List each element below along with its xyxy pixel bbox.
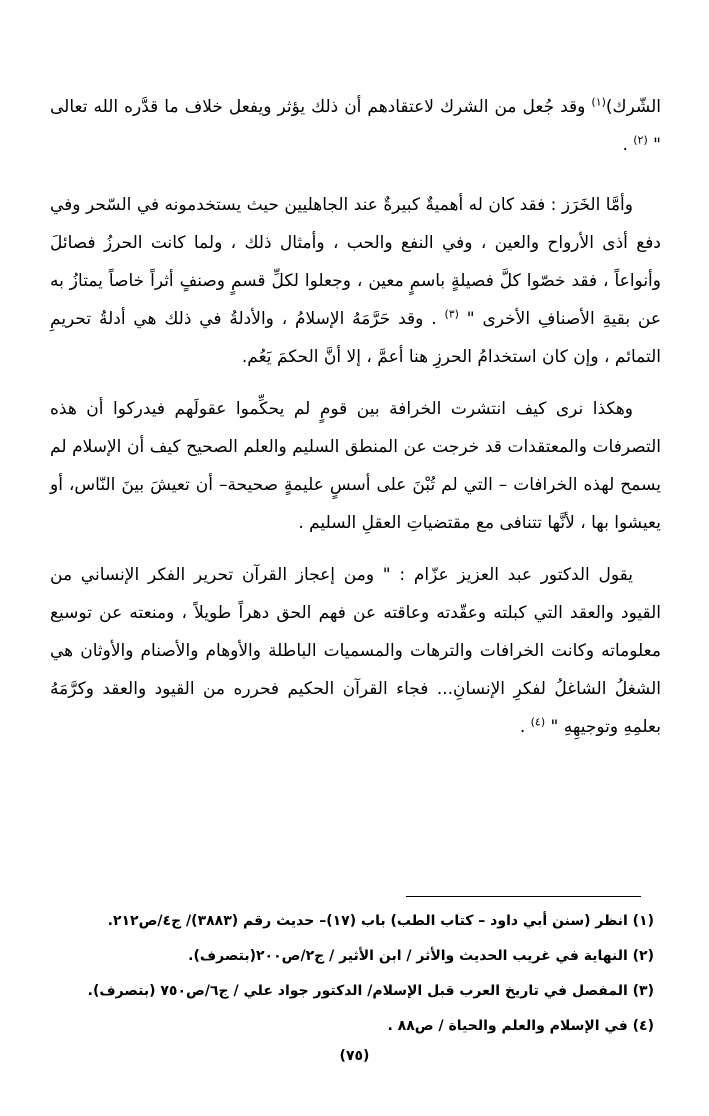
paragraph-4 [50,556,661,746]
footnote-ref-2: (٢) [633,133,648,147]
page-number: (٧٥) [339,1048,370,1064]
paragraph-1-text-a: الشّرك) [605,97,661,117]
paragraph-3-text: وهكذا نرى كيف انتشرت الخرافة بين قومٍ لم يحكِّموا عقولَهم فيدركوا أن هذه التصرفات والمعتقدات قد خرجت عن المنطق السليم والعلم الصحيح كيف أن الإسلام لم يسمح لهذه الخرافات – التي لم تُبْنَ على أسسٍ عليمةٍ صحيحة– أن تعيشَ بينَ النّاس، أو يعيشوا بها ، لأنَّها تتنافى مع مقتضياتِ العقلِ السليم . [50,399,661,533]
footnote-ref-1: (١) [591,95,606,109]
paragraph-4-tail: . [519,717,531,737]
footnote-4: (٤) في الإسلام والعلم والحياة / ص٨٨ . [387,1018,654,1034]
paragraph-1 [50,88,661,164]
footnotes [50,904,654,1044]
footnote-ref-4: (٤) [530,715,546,729]
main-text [50,88,661,760]
footnote-ref-3: (٣) [444,307,459,321]
paragraph-2-text: وأمَّا الخَرَز : فقد كان له أهميةٌ كبيرةٌ عند الجاهليين حيث يستخدمونه في السّحر وفي دفع أذى الأرواح والعين ، وفي النفع والحب ، وأمثال ذلك ، ولما كانت الحرزُ فصائلَ وأنواعاً ، فقد خصّوا كلَّ فصيلةٍ باسمٍ معين ، وجعلوا لكلِّ قسمٍ وصنفٍ أثراً خاصاً يمتازُ به عن بقيةِ الأصنافِ الأخرى " [50,195,661,329]
paragraph-2-tail: . وقد حَرَّمَهُ الإسلامُ ، والأدلةُ في ذلك هي أدلةُ تحريمِ التمائم ، وإن كان استخدامُ الحرزِ هنا أعمَّ ، إلا أنَّ الحكمَ يَعُم. [50,309,661,367]
paragraph-4-text: يقول الدكتور عبد العزيز عزّام : " ومن إعجاز القرآن تحرير الفكر الإنساني من القيود والعقد التي كبلته وعقّدته وعاقته عن فهم الحق دهراً طويلاً ، ومنعته عن توسيع معلوماته وكانت الخرافات والترهات والمسميات الباطلة والأوهام والأصنام والأوثان هي الشغلُ الشاغلُ لفكرِ الإنسانِ... فجاء القرآن الحكيم فحرره من القيود والعقد وكرَّمَهُ بعلمِهِ وتوجيهِهِ " [50,565,661,737]
paragraph-3 [50,390,661,542]
footnote-1: (١) انظر (سنن أبي داود – كتاب الطب) باب (١٧)– حديث رقم (٣٨٨٣)/ ج٤/ص٢١٢. [107,913,654,929]
footnote-3: (٣) المفصل في تاريخ العرب قبل الإسلام/ الدكتور جواد علي / ج٦/ص٧٥٠ (بتصرف). [87,983,654,999]
paragraph-1-text-c: . [622,135,634,155]
footnote-divider [406,896,641,897]
paragraph-1-text-b: وقد جُعل من الشرك لاعتقادهم أن ذلك يؤثر ويفعل خلاف ما قدَّره الله تعالى " [50,97,661,155]
paragraph-2 [50,186,661,376]
footnote-2: (٢) النهاية في غريب الحديث والأثر / ابن الأثير / ج٢/ص٢٠٠(بتصرف). [188,948,654,964]
